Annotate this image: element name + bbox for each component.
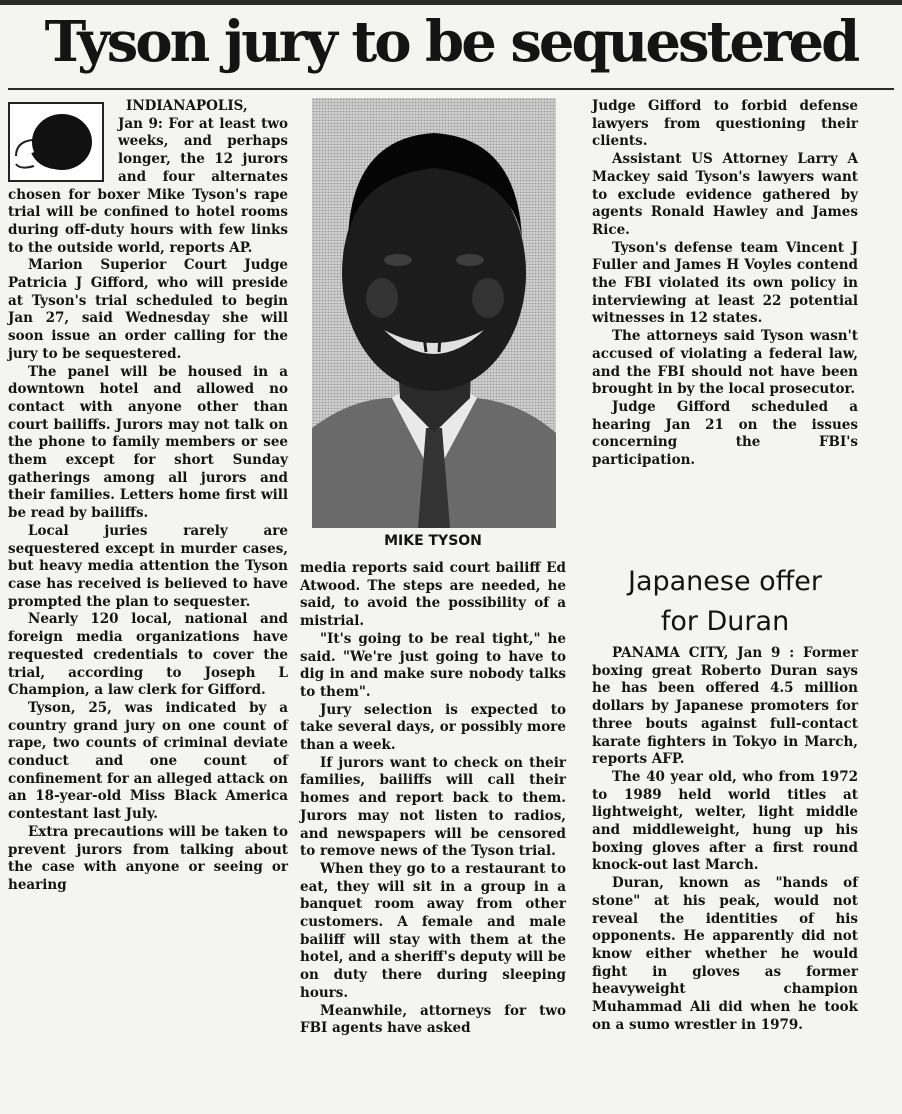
- paragraph: Nearly 120 local, national and foreign media organizations have requested credentials to cover the trial, according to Joseph L Champion, a law clerk for Gifford.: [8, 611, 288, 699]
- paragraph: Jury selection is expected to take several days, or possibly more than a week.: [300, 701, 566, 754]
- column-3: [592, 98, 858, 470]
- paragraph: Local juries rarely are sequestered except in murder cases, but heavy media attention the Tyson case has received is believed to have prompted the plan to sequester.: [8, 522, 288, 610]
- second-headline: [592, 562, 858, 642]
- paragraph: Marion Superior Court Judge Patricia J Gifford, who will preside at Tyson's trial scheduled to begin Jan 27, said Wednesday she will soon issue an order calling for the jury to be sequestered.: [8, 257, 288, 362]
- paragraph: If jurors want to check on their families, bailiffs will call their homes and report back to them. Jurors may not listen to radios, and newspapers will be censored to remove news of the Tyson trial.: [300, 754, 566, 860]
- column-1: [8, 98, 288, 895]
- headline: Tyson jury to be sequestered: [44, 9, 858, 75]
- headline-rule: [8, 88, 894, 90]
- paragraph: Jan 9: For at least two weeks, and perhaps longer, the 12 jurors and four alternates chosen for boxer Mike Tyson's rape trial will be confined to hotel rooms during off-duty hours with few links to the outside world, reports AP.: [8, 115, 288, 256]
- column-2: [300, 560, 566, 1038]
- paragraph: The 40 year old, who from 1972 to 1989 held world titles at lightweight, welter, light middle and middleweight, hung up his boxing gloves after a first round knock-out last March.: [592, 768, 858, 874]
- boxing-glove-icon: [8, 102, 104, 182]
- paragraph: "It's going to be real tight," he said. "We're just going to have to dig in and make sure nobody talks to them".: [300, 630, 566, 700]
- paragraph: Tyson's defense team Vincent J Fuller and James H Voyles contend the FBI violated its own policy in interviewing at least 22 potential witnesses in 12 states.: [592, 239, 858, 327]
- paragraph: Assistant US Attorney Larry A Mackey said Tyson's lawyers want to exclude evidence gathered by agents Ronald Hawley and James Rice.: [592, 151, 858, 238]
- paragraph: When they go to a restaurant to eat, they will sit in a group in a banquet room away from other customers. A female and male bailiff will stay with them at the hotel, and a sheriff's deputy will be on duty there during sleeping hours.: [300, 860, 566, 1001]
- paragraph: media reports said court bailiff Ed Atwood. The steps are needed, he said, to avoid the possibility of a mistrial.: [300, 560, 566, 630]
- paragraph: Judge Gifford to forbid defense lawyers from questioning their clients.: [592, 98, 858, 150]
- paragraph: Meanwhile, attorneys for two FBI agents have asked: [300, 1002, 566, 1037]
- paragraph: Duran, known as "hands of stone" at his peak, would not reveal the identities of his opponents. He apparently did not know either whether he would fight in gloves as former heavyweight champion Muhammad Ali did when he took on a sumo wrestler in 1979.: [592, 875, 858, 1033]
- dateline: INDIANAPOLIS,: [126, 98, 248, 114]
- column-4: [592, 645, 858, 1034]
- second-headline-line: for Duran: [660, 606, 790, 637]
- second-headline-line: Japanese offer: [627, 566, 822, 597]
- paragraph: The attorneys said Tyson wasn't accused of violating a federal law, and the FBI should not have been brought in by the local prosecutor.: [592, 328, 858, 398]
- paragraph: Tyson, 25, was indicated by a country grand jury on one count of rape, two counts of criminal deviate conduct and one count of confinement for an alleged attack on an 18-year-old Miss Black America contestant last July.: [8, 699, 288, 823]
- paragraph: Extra precautions will be taken to prevent jurors from talking about the case with anyone or seeing or hearing: [8, 823, 288, 893]
- paragraph: Judge Gifford scheduled a hearing Jan 21 on the issues concerning the FBI's participation.: [592, 398, 858, 469]
- paragraph: PANAMA CITY, Jan 9 : Former boxing great Roberto Duran says he has been offered 4.5 million dollars by Japanese promoters for three bouts against full-contact karate fighters in Tokyo in March, reports AFP.: [592, 645, 858, 768]
- paragraph: The panel will be housed in a downtown hotel and allowed no contact with anyone other than court bailiffs. Jurors may not talk on the phone to family members or see them except for short Sunday gatherings among all jurors and their families. Letters home first will be read by bailiffs.: [8, 363, 288, 522]
- mike-tyson-photo: [312, 98, 556, 528]
- photo-caption: MIKE TYSON: [384, 533, 482, 549]
- top-rule: [0, 0, 902, 5]
